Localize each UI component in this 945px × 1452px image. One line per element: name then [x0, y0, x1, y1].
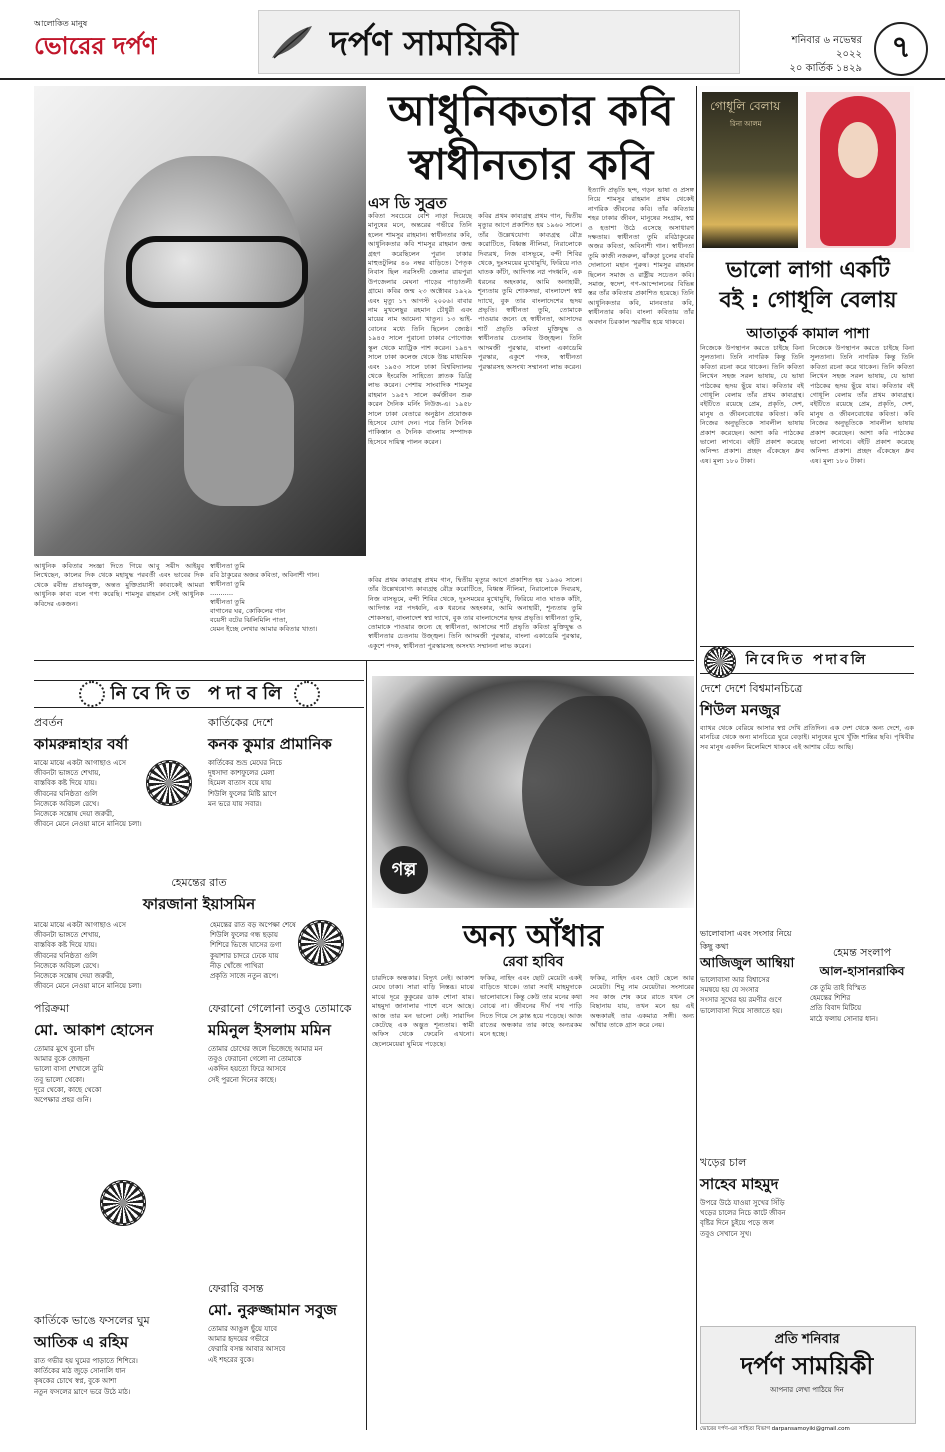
poem-label: হেমন্তের রাত — [171, 876, 227, 889]
poem-block-2 — [34, 874, 364, 918]
book-review-text-1: নিজেকে উপস্থাপন করতে চাইছে বিনা সুলতানা। তিনি নাগরিক কিন্তু তিনি কবিতা রচনা করে থাকেন। তিনি কবিতা লিখেন সহজ সরল ভাষায়, যে ভাষা পাঠকের হৃদয় ছুঁয়ে যায়। কবিতার বই গোধূলি বেলায় তাঁর প্রথম কাব্যগ্রন্থ। বইটিতে রয়েছে প্রেম, প্রকৃতি, দেশ, মানুষ ও জীবনবোধের কবিতা। কবি নিজের অনুভূতিকে সাবলীল ভাষায় প্রকাশ করেছেন। আশা করি পাঠকের ভালো লাগবে। বইটি প্রকাশ করেছে অনিন্দ্য প্রকাশ। প্রচ্ছদ এঁকেছেন ধ্রুব এষ। মূল্য ১৮০ টাকা। — [700, 344, 804, 465]
poem-label: ফেরারি বসন্ত — [208, 1282, 264, 1295]
story-title[interactable]: অন্য আঁধার — [462, 919, 604, 954]
poem-text: তোমার মুখে বুনো চাঁদ আমার বুকে জোছনা ভালো বাসা শেখালে তুমি তবু ভালো থেকো। দূরে থেকো, কাছে থেকো অপেক্ষার প্রহর গুনি। — [34, 1045, 104, 1105]
mandala-ornament-icon — [146, 760, 192, 806]
promo-title: দর্পণ সাময়িকী — [740, 1352, 874, 1380]
poem-block-3 — [34, 1000, 194, 1105]
poem-author[interactable]: আজিজুল আম্বিয়া — [700, 956, 795, 971]
mandala-ornament-icon — [298, 920, 344, 966]
promo-subtitle: আপনার লেখা পাঠিয়ে দিন — [770, 1386, 844, 1394]
story-author: রেবা হাবিব — [502, 954, 564, 970]
poem-text-extra: মাঝে মাঝে একটা আগাছাও এসে জীবনটা ভাঙ্গতে শেখায়, বাস্তবিক কষ্ট দিয়ে যায়। জীবনের ঘনিষ্ঠতা গুলি নিজেকে অবিচল রেখে। নিজেকে সন্তোষ দেয়া জরুরী, জীবনে মেনে নেওয়া মানে মানিয়ে চলা। — [34, 921, 142, 991]
poem-author[interactable]: মো. নুরুজ্জামান সবুজ — [208, 1301, 337, 1319]
poem-text: রাত গভীর হয় ঘুমের পাড়াতে শিশিরে। কার্তিকের মাঠ জুড়ে সোনালি ধান কৃষকের চোখে স্বপ্ন, বুকে আশা নতুন ফসলের ঘ্রাণে ভরে উঠে মাঠ। — [34, 1357, 138, 1396]
section-title: দর্পণ সাময়িকী — [330, 24, 518, 64]
book-headline-line2: বই : গোধূলি বেলায় — [719, 288, 897, 313]
poem-author[interactable]: আতিক এ রহিম — [34, 1333, 129, 1351]
lead-intro: আধুনিক কবিতার সংজ্ঞা দিতে গিয়ে আবু সয়ীদ আইয়ুব লিখেছেন, কালের দিক থেকে মহাযুদ্ধ পরবর্তী এবং ভাবের দিক থেকে রবীন্দ্র প্রভাবমুক্ত, অন্তত মুক্তিপ্রয়াসী কাব্যকেই আমরা আধুনিক কাব্য বলে গণ্য করেছি। শামসুর রাহমান সেই আধুনিক কবিদের একজন। — [34, 562, 204, 608]
lead-column-2: কবির প্রথম কাব্যগ্রন্থ প্রথম গান, দ্বিতীয় মৃত্যুর আগে প্রকাশিত হয় ১৯৬০ সালে। তাঁর উল্লেখযোগ্য কাব্যগ্রন্থ রৌদ্র করোটিতে, বিধ্বস্ত নীলিমা, নিরালোকে দিব্যরথ, নিজ বাসভূমে, বন্দী শিবির থেকে, দুঃসময়ের মুখোমুখি, ফিরিয়ে নাও ঘাতক কাঁটা, আদিগন্ত নগ্ন পদধ্বনি, এক ধরনের অহংকার, আমি অনাহারী, শূন্যতায় তুমি শোকসভা, বাংলাদেশ স্বপ্ন দ্যাখে, বুক তার বাংলাদেশের হৃদয় প্রভৃতি। স্বাধীনতা তুমি, তোমাকে পাওয়ার জন্যে হে স্বাধীনতা, আসাদের শার্ট প্রভৃতি কবিতা মুক্তিযুদ্ধ ও স্বাধীনতার চেতনায় উজ্জ্বল। তিনি আদমজী পুরস্কার, বাংলা একাডেমি পুরস্কার, একুশে পদক, স্বাধীনতা পুরস্কারসহ অসংখ্য সম্মাননা লাভ করেন। — [478, 212, 582, 371]
book-headline-line1: ভালো লাগা একটি — [726, 258, 890, 283]
nibedito-heading-left — [34, 680, 364, 708]
poem-block-mid-1 — [208, 714, 366, 809]
column-divider — [696, 86, 697, 1430]
nibedito-label-left: নিবেদিত পদাবলি — [110, 683, 288, 704]
poem-label: ফেরানো গেলোনা তবুও তোমাকে — [208, 1002, 352, 1015]
book-cover-title: গোধূলি বেলায় — [710, 99, 781, 113]
lead-column-1: কবিতা সবচেয়ে বেশি নাড়া দিয়েছে মানুষের মনে, অন্তরের গভীরে তিনি হলেন শামসুর রাহমান। স্বাধীনতার কবি, আধুনিকতার কবি শামসুর রাহমান জন্ম গ্রহণ করেছিলেন পুরান ঢাকার মাহুতটুলির ৪৬ নম্বর বাড়িতে। পৈতৃক নিবাস ছিল নরসিংদী জেলার রায়পুরা উপজেলার মেঘনা পাড়ের পাড়াতলী গ্রামে। কবির জন্ম ২৩ অক্টোবর ১৯২৯ এবং মৃত্যু ১৭ আগস্ট ২০০৬। বাবার নাম মুখলেছুর রহমান চৌধুরী এবং মায়ের নাম আমেনা খাতুন। ১৩ ভাই-বোনের মধ্যে তিনি ছিলেন জ্যেষ্ঠ। ১৯৪৫ সালে পুরানো ঢাকার পোগোজ স্কুল থেকে ম্যাট্রিক পাশ করেন। ১৯৪৭ সালে ঢাকা কলেজ থেকে উচ্চ মাধ্যমিক এবং ১৯৫৩ সালে ঢাকা বিশ্ববিদ্যালয় থেকে ইংরেজি সাহিত্যে স্নাতক ডিগ্রি লাভ করেন। পেশায় সাংবাদিক শামসুর রাহমান ১৯৫৭ সালে কর্মজীবন শুরু করেন দৈনিক মর্নিং নিউজ-এ। ১৯৫৮ সালে ঢাকা বেতারে অনুষ্ঠান প্রযোজক হিসেবে যোগ দেন। পরে তিনি দৈনিক পাকিস্তান ও দৈনিক বাংলায় সম্পাদক হিসেবে দায়িত্ব পালন করেন। — [368, 212, 472, 446]
column-divider — [366, 660, 367, 1430]
newspaper-logo[interactable]: ভোরের দর্পণ — [34, 32, 157, 60]
promo-weekday: প্রতি শনিবার — [774, 1332, 840, 1347]
poem-text: কার্তিকের শুভ্র মেঘের নিচে দুধসাদা কাশফুলের মেলা হিমেল বাতাস বয়ে যায় শিউলি ফুলের মিষ্টি ঘ্রাণে মন ভরে যায় সবার। — [208, 759, 283, 808]
author-face — [838, 122, 878, 178]
portrait-glasses — [126, 236, 308, 308]
poem-label: পরিক্রমা — [34, 1002, 70, 1015]
portrait-hand — [184, 366, 294, 506]
lead-byline: এস ডি সুব্রত — [368, 194, 447, 212]
feather-icon — [268, 22, 316, 62]
poem-label: হেমন্ত সংলাপ — [832, 946, 892, 959]
lead-headline[interactable] — [366, 84, 696, 192]
poem-author[interactable]: ফারজানা ইয়াসমিন — [142, 895, 256, 913]
poem-author[interactable]: আল-হাসানরাকিব — [819, 964, 905, 978]
row-divider — [34, 660, 694, 661]
date-gregorian: শনিবার ৬ নভেম্বর ২০২২ — [791, 35, 862, 60]
ornament-icon — [79, 681, 105, 707]
poem-text: ব্যাথর থেকে বেরিয়ে আসার স্বপ্ন দেখি প্রতিদিন। এক দেশ থেকে অন্য দেশে, এক মানচিত্র থেকে অন্য মানচিত্রে ঘুরে বেড়াই। মানুষের মুখে খুঁজি শান্তির ছবি। পৃথিবীর সব মানুষ একদিন মিলেমিশে থাকবে এই আশায় বেঁচে আছি। — [700, 724, 914, 751]
poem-label: কার্তিকের দেশে — [208, 716, 274, 729]
right-poem-1 — [700, 680, 914, 874]
right-poem-4 — [700, 1154, 804, 1239]
poem-label: প্রবর্তন — [34, 716, 64, 729]
poem-label: কার্তিকে ভাঙে ফসলের ঘুম — [34, 1314, 150, 1327]
poem-author[interactable]: কামরুন্নাহার বর্ষা — [34, 735, 129, 753]
poem-text: তোমার চোখের জলে ভিজেছে আমার মন তবুও ফেরানো গেলো না তোমাকে একদিন হয়তো ফিরে আসবে সেই পুরনো দিনের কাছে। — [208, 1045, 323, 1084]
logo-tagline: আলোকিত মানুষ — [34, 19, 88, 28]
poem-author[interactable]: মো. আকাশ হোসেন — [34, 1021, 154, 1039]
poem-text: ভালোবাসা আর বিশ্বাসের সমন্বয়ে হয় যে সংসার সংসার সুখের হয় রমণীর গুণে ভালোবাসা দিয়ে সাজাতে হয়। — [700, 976, 783, 1015]
poem-author[interactable]: সাহেব মাহমুদ — [700, 1175, 779, 1193]
right-poem-2 — [700, 928, 804, 1016]
poem-label: খড়ের চাল — [700, 1156, 747, 1169]
story-column-2: ফকির, নাহিদ এবং ছোট মেয়েটা একই বাড়িতে থাকে। তারা সবাই মাহমুদাকে ভালোবাসে। কিন্তু কেউ তার মনের কথা বোঝে না। জীবনের দীর্ঘ পথ পাড়ি দিতে গিয়ে সে ক্লান্ত হয়ে পড়েছে। আজ রাতের অন্ধকার তার কাছে অন্যরকম মনে হচ্ছে। — [480, 974, 582, 1039]
poem-label: ভালোবাসা এবং সংসার নিয়ে কিছু কথা — [700, 929, 792, 951]
poem-author[interactable]: শিউল মনজুর — [700, 701, 781, 719]
poem-block-4 — [34, 1312, 194, 1397]
poet-portrait — [34, 86, 366, 556]
footer-credits: ভোরের দর্পণ-এর সাহিত্য বিভাগ darpansamoyiki@gmail.com — [700, 1426, 850, 1432]
lead-headline-line2: স্বাধীনতার কবি — [408, 140, 654, 189]
poem-block-mid-3 — [208, 1280, 366, 1365]
book-author-photo — [806, 92, 910, 248]
story-column-3: ফকির, নাহিদ এবং ছোট ছেলে আর মেয়েটা। শিমু নাম মেয়েটার। সংসারের সব কাজ শেষ করে রাতে যখন সে বিছানায় যায়, তখন মনে হয় এই অন্ধকারই তার একমাত্র সঙ্গী। অন্য আঁধার তাকে গ্রাস করে নেয়। — [590, 974, 694, 1030]
nibedito-label-right: নিবেদিত পদাবলি — [745, 652, 869, 668]
book-cover-author: রিনা আলম — [730, 120, 762, 128]
poem-author[interactable]: মমিনুল ইসলাম মমিন — [208, 1021, 331, 1039]
page-number: ৭ — [874, 22, 928, 76]
illustration-hair — [522, 696, 652, 886]
lead-headline-line1: আধুনিকতার কবি — [388, 86, 674, 135]
story-column-1: চারদিকে অন্ধকার। বিদ্যুৎ নেই। আকাশ মেঘে ঢাকা। সারা বাড়ি নিস্তব্ধ। মাঝে মাঝে দূরে কুকুরের ডাক শোনা যায়। মাহমুদা জানালার পাশে বসে আছে। আজ তার মন ভালো নেই। সারাদিন কেটেছে এক অদ্ভুত শূন্যতায়। স্বামী অফিস থেকে ফেরেনি এখনো। ছেলেমেয়েরা ঘুমিয়ে পড়েছে। — [372, 974, 474, 1048]
lead-continuation: কবির প্রথম কাব্যগ্রন্থ প্রথম গান, দ্বিতীয় মৃত্যুর আগে প্রকাশিত হয় ১৯৬০ সালে। তাঁর উল্লেখযোগ্য কাব্যগ্রন্থ রৌদ্র করোটিতে, বিধ্বস্ত নীলিমা, নিরালোকে দিব্যরথ, নিজ বাসভূমে, বন্দী শিবির থেকে, দুঃসময়ের মুখোমুখি, ফিরিয়ে নাও ঘাতক কাঁটা, আদিগন্ত নগ্ন পদধ্বনি, এক ধরনের অহংকার, আমি অনাহারী, শূন্যতায় তুমি শোকসভা, বাংলাদেশ স্বপ্ন দ্যাখে, বুক তার বাংলাদেশের হৃদয় প্রভৃতি। স্বাধীনতা তুমি, তোমাকে পাওয়ার জন্যে হে স্বাধীনতা, আসাদের শার্ট প্রভৃতি কবিতা মুক্তিযুদ্ধ ও স্বাধীনতার চেতনায় উজ্জ্বল। তিনি আদমজী পুরস্কার, বাংলা একাডেমি পুরস্কার, একুশে পদক, স্বাধীনতা পুরস্কারসহ অসংখ্য সম্মাননা লাভ করেন। — [368, 576, 582, 650]
poem-block-mid-2 — [208, 1000, 366, 1085]
mandala-ornament-icon — [100, 1180, 146, 1226]
book-review-byline: আতাতুর্ক কামাল পাশা — [746, 326, 870, 342]
book-review-text-2: নিজেকে উপস্থাপন করতে চাইছে বিনা সুলতানা। তিনি নাগরিক কিন্তু তিনি কবিতা রচনা করে থাকেন। তিনি কবিতা লিখেন সহজ সরল ভাষায়, যে ভাষা পাঠকের হৃদয় ছুঁয়ে যায়। কবিতার বই গোধূলি বেলায় তাঁর প্রথম কাব্যগ্রন্থ। বইটিতে রয়েছে প্রেম, প্রকৃতি, দেশ, মানুষ ও জীবনবোধের কবিতা। কবি নিজের অনুভূতিকে সাবলীল ভাষায় প্রকাশ করেছেন। আশা করি পাঠকের ভালো লাগবে। বইটি প্রকাশ করেছে অনিন্দ্য প্রকাশ। প্রচ্ছদ এঁকেছেন ধ্রুব এষ। মূল্য ১৮০ টাকা। — [810, 344, 914, 465]
story-tag-badge: গল্প — [380, 846, 428, 894]
poem-text: কে তুমি তাই বিস্মিত হেমন্তের শিশির প্রতি বিবাদ মিটিয়ে মাঠে ফলায় সোনার ধান। — [810, 984, 878, 1023]
poem-author[interactable]: কনক কুমার প্রামানিক — [208, 735, 332, 753]
date-bengali: ২০ কার্তিক ১৪২৯ — [789, 63, 862, 74]
dateline — [780, 34, 862, 76]
mandala-ornament-icon — [704, 646, 736, 678]
poem-label: দেশে দেশে বিশ্বমানচিত্রে — [700, 682, 803, 695]
poem-text: মাঝে মাঝে একটা আগাছাও এসে জীবনটা ভাঙ্গতে শেখায়, বাস্তবিক কষ্ট দিয়ে যায়। জীবনের ঘনিষ্ঠতা গুলি নিজেকে অবিচল রেখে। নিজেকে সন্তোষ দেয়া জরুরী, জীবনে মেনে নেওয়া মানে মানিয়ে চলা। — [34, 759, 142, 829]
poem-text: উপরে উঠে যাওয়া সুখের সিঁড়ি খড়ের চালের নিচে কাটে জীবন বৃষ্টির দিনে চুইয়ে পড়ে জল তবুও সেখানে সুখ। — [700, 1199, 786, 1238]
book-review-headline[interactable] — [700, 256, 916, 316]
right-poem-3 — [810, 944, 914, 1024]
lead-poem-quote: স্বাধীনতা তুমি রবি ঠাকুরের অজর কবিতা, অবিনাশী গান। স্বাধীনতা তুমি ........... স্বাধীনতা তুমি বাগানের ঘর, কোকিলের গান বয়েসী বটের ঝিলিমিলি পাতা, যেমন ইচ্ছে লেখার আমার কবিতার খাতা। — [210, 562, 320, 633]
poem-text: তোমার আঙুল ছুঁয়ে যাবে আমার হৃদয়ের গভীরে ফেরারি বসন্ত আবার আসবে এই শহরের বুকে। — [208, 1325, 286, 1364]
lead-column-3: ইত্যাদি প্রভৃতি ছন্দ, গড়ন ভাষা ও প্রসঙ্গ নিয়ে শামসুর রাহমান প্রথম থেকেই নাগরিক জীবনের কবি। তাঁর কবিতায় শহর ঢাকার জীবন, মানুষের সংগ্রাম, স্বপ্ন ও হতাশা উঠে এসেছে অসাধারণ দক্ষতায়। স্বাধীনতা তুমি রবিঠাকুরের অজর কবিতা, অবিনাশী গান। স্বাধীনতা তুমি কাজী নজরুল, ঝাঁকড়া চুলের বাবরি দোলানো মহান পুরুষ। শামসুর রাহমান ছিলেন সমাজ ও রাষ্ট্রীয় সচেতন কবি। সমাজ, স্বদেশ, গণ-আন্দোলনের বিভিন্ন স্তর তাঁর কবিতায় প্রকাশিত হয়েছে। তিনি আধুনিকতার কবি, মানবতার কবি, স্বাধীনতার কবি। বাংলা কবিতায় তাঁর অবদান চিরকাল স্মরণীয় হয়ে থাকবে। — [588, 186, 694, 326]
ornament-icon — [294, 681, 320, 707]
poem-text-hemonto: হেমন্তের রাত বড় অপেক্ষা শেষে শিউলি ফুলের গন্ধ ছড়ায় শিশিরে ভিজে ঘাসের ডগা কুয়াশার চাদরে ঢেকে যায় নীড় খোঁজে পাখিরা প্রকৃতি সাজে নতুন রূপে। — [210, 921, 296, 981]
